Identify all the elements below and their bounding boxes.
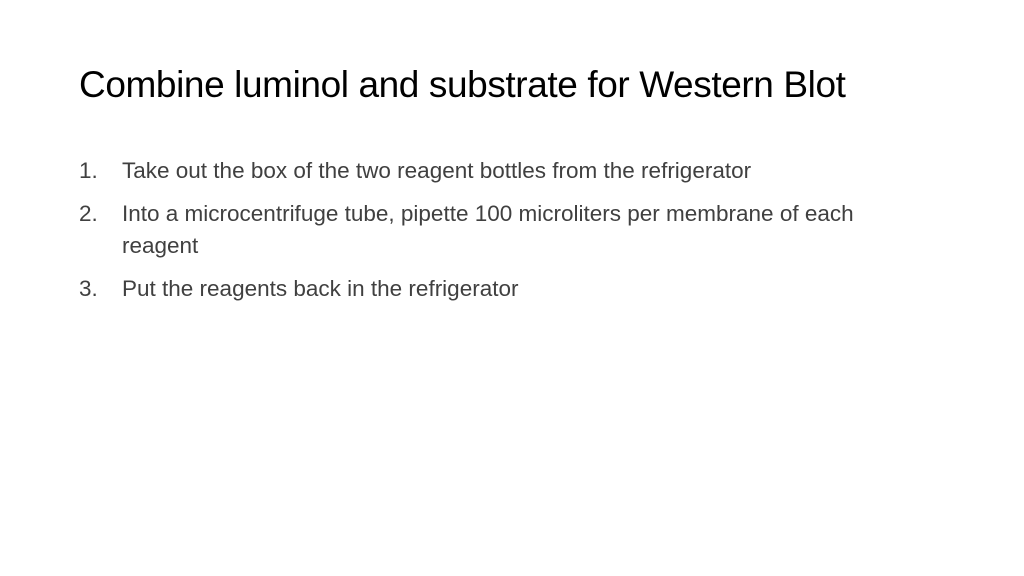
step-item [79, 155, 929, 187]
steps-list [79, 155, 929, 316]
step-item [79, 198, 929, 262]
step-number: 2. [79, 201, 98, 226]
slide-title: Combine luminol and substrate for Western Blot [79, 64, 846, 105]
step-number: 1. [79, 158, 98, 183]
step-number: 3. [79, 276, 98, 301]
step-item [79, 273, 929, 305]
step-text: Into a microcentrifuge tube, pipette 100 microliters per membrane of each reagent [122, 201, 854, 258]
step-text: Put the reagents back in the refrigerator [122, 276, 519, 301]
step-text: Take out the box of the two reagent bottles from the refrigerator [122, 158, 752, 183]
